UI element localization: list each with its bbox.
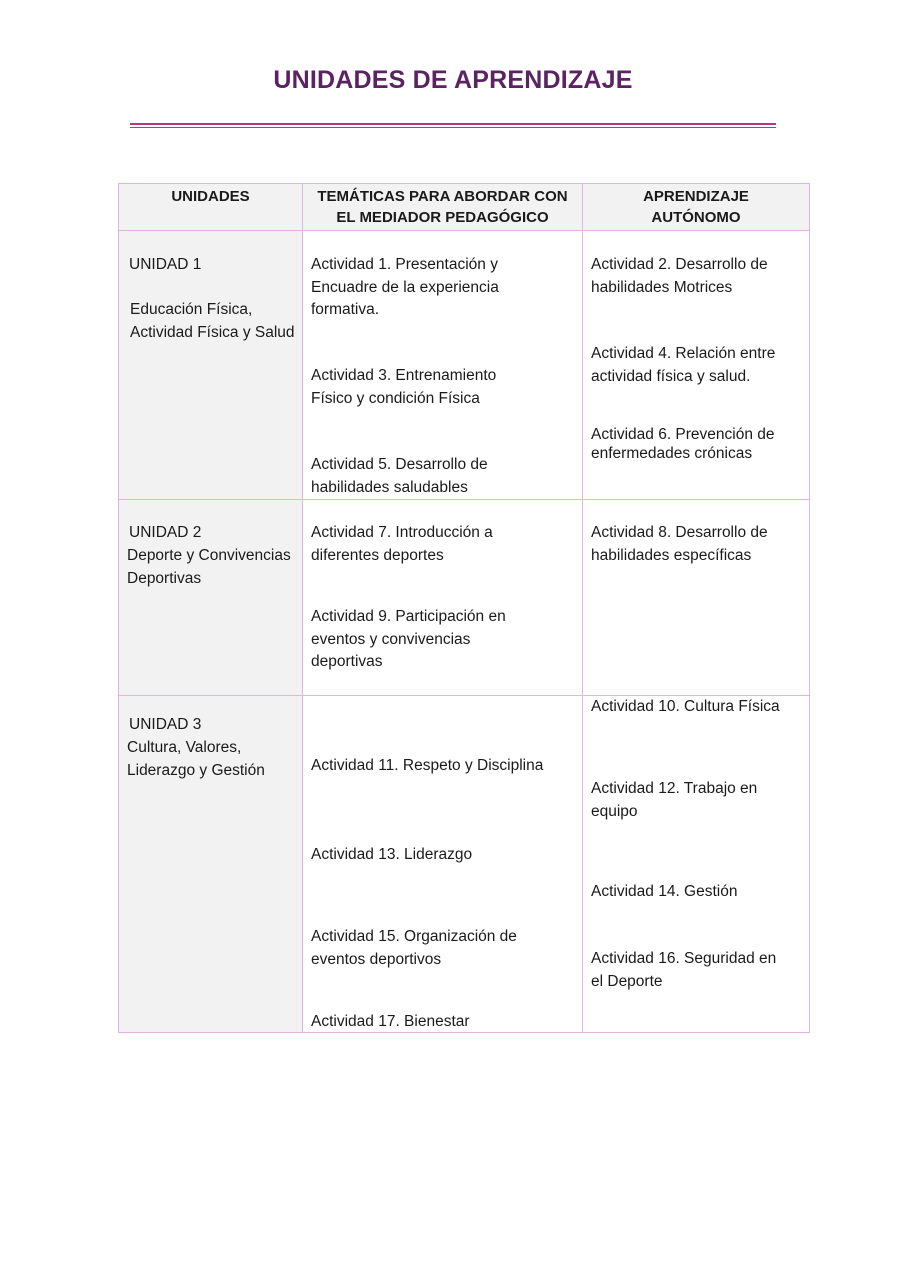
activity-item: Actividad 8. Desarrollo de habilidades específicas — [591, 524, 768, 564]
activity-item: Actividad 2. Desarrollo de habilidades Motrices — [591, 256, 768, 296]
page-title: UNIDADES DE APRENDIZAJE — [273, 66, 633, 94]
unit-cell — [119, 500, 303, 696]
unit-cell — [119, 696, 303, 1033]
autonomous-cell — [583, 696, 810, 1033]
learning-units-table — [118, 183, 810, 1033]
activity-item: Actividad 14. Gestión — [591, 883, 738, 900]
unit-cell — [119, 231, 303, 500]
mediator-cell — [303, 231, 583, 500]
mediator-cell — [303, 500, 583, 696]
unit-name: Cultura, Valores, Liderazgo y Gestión — [127, 739, 265, 779]
activity-item: Actividad 1. Presentación y Encuadre de la experiencia formativa. — [311, 256, 499, 318]
table-row-unit-2 — [119, 500, 810, 696]
unit-label: UNIDAD 2 — [129, 524, 202, 541]
activity-item: Actividad 12. Trabajo en equipo — [591, 780, 758, 820]
activity-item: Actividad 6. Prevención de enfermedades crónicas — [591, 426, 775, 462]
activity-item: Actividad 4. Relación entre actividad física y salud. — [591, 345, 776, 385]
unit-label: UNIDAD 3 — [129, 716, 202, 733]
table-row-unit-1 — [119, 231, 810, 500]
autonomous-cell — [583, 500, 810, 696]
table-row-unit-3 — [119, 696, 810, 1033]
activity-item: Actividad 16. Seguridad en el Deporte — [591, 950, 777, 990]
unit-label: UNIDAD 1 — [129, 256, 202, 273]
activity-item: Actividad 5. Desarrollo de habilidades saludables — [311, 456, 488, 496]
unit-name: Educación Física, Actividad Física y Salud — [130, 301, 295, 341]
activity-item: Actividad 3. Entrenamiento Físico y condición Física — [311, 367, 497, 407]
activity-item: Actividad 17. Bienestar — [311, 1013, 470, 1030]
table-header-row — [119, 184, 810, 231]
unit-name: Deporte y Convivencias Deportivas — [127, 547, 291, 587]
mediator-cell — [303, 696, 583, 1033]
activity-item: Actividad 13. Liderazgo — [311, 846, 473, 863]
activity-item: Actividad 10. Cultura Física — [591, 698, 780, 715]
header-autonomous: APRENDIZAJE AUTÓNOMO — [583, 184, 810, 231]
activity-item: Actividad 7. Introducción a diferentes deportes — [311, 524, 493, 564]
activity-item: Actividad 15. Organización de eventos deportivos — [311, 928, 517, 968]
autonomous-cell — [583, 231, 810, 500]
activity-item: Actividad 9. Participación en eventos y convivencias deportivas — [311, 608, 506, 670]
activity-item: Actividad 11. Respeto y Disciplina — [311, 757, 544, 774]
title-divider-bottom — [130, 127, 776, 128]
header-units: UNIDADES — [119, 184, 303, 231]
title-divider-top — [130, 123, 776, 125]
header-mediator: TEMÁTICAS PARA ABORDAR CON EL MEDIADOR PEDAGÓGICO — [303, 184, 583, 231]
